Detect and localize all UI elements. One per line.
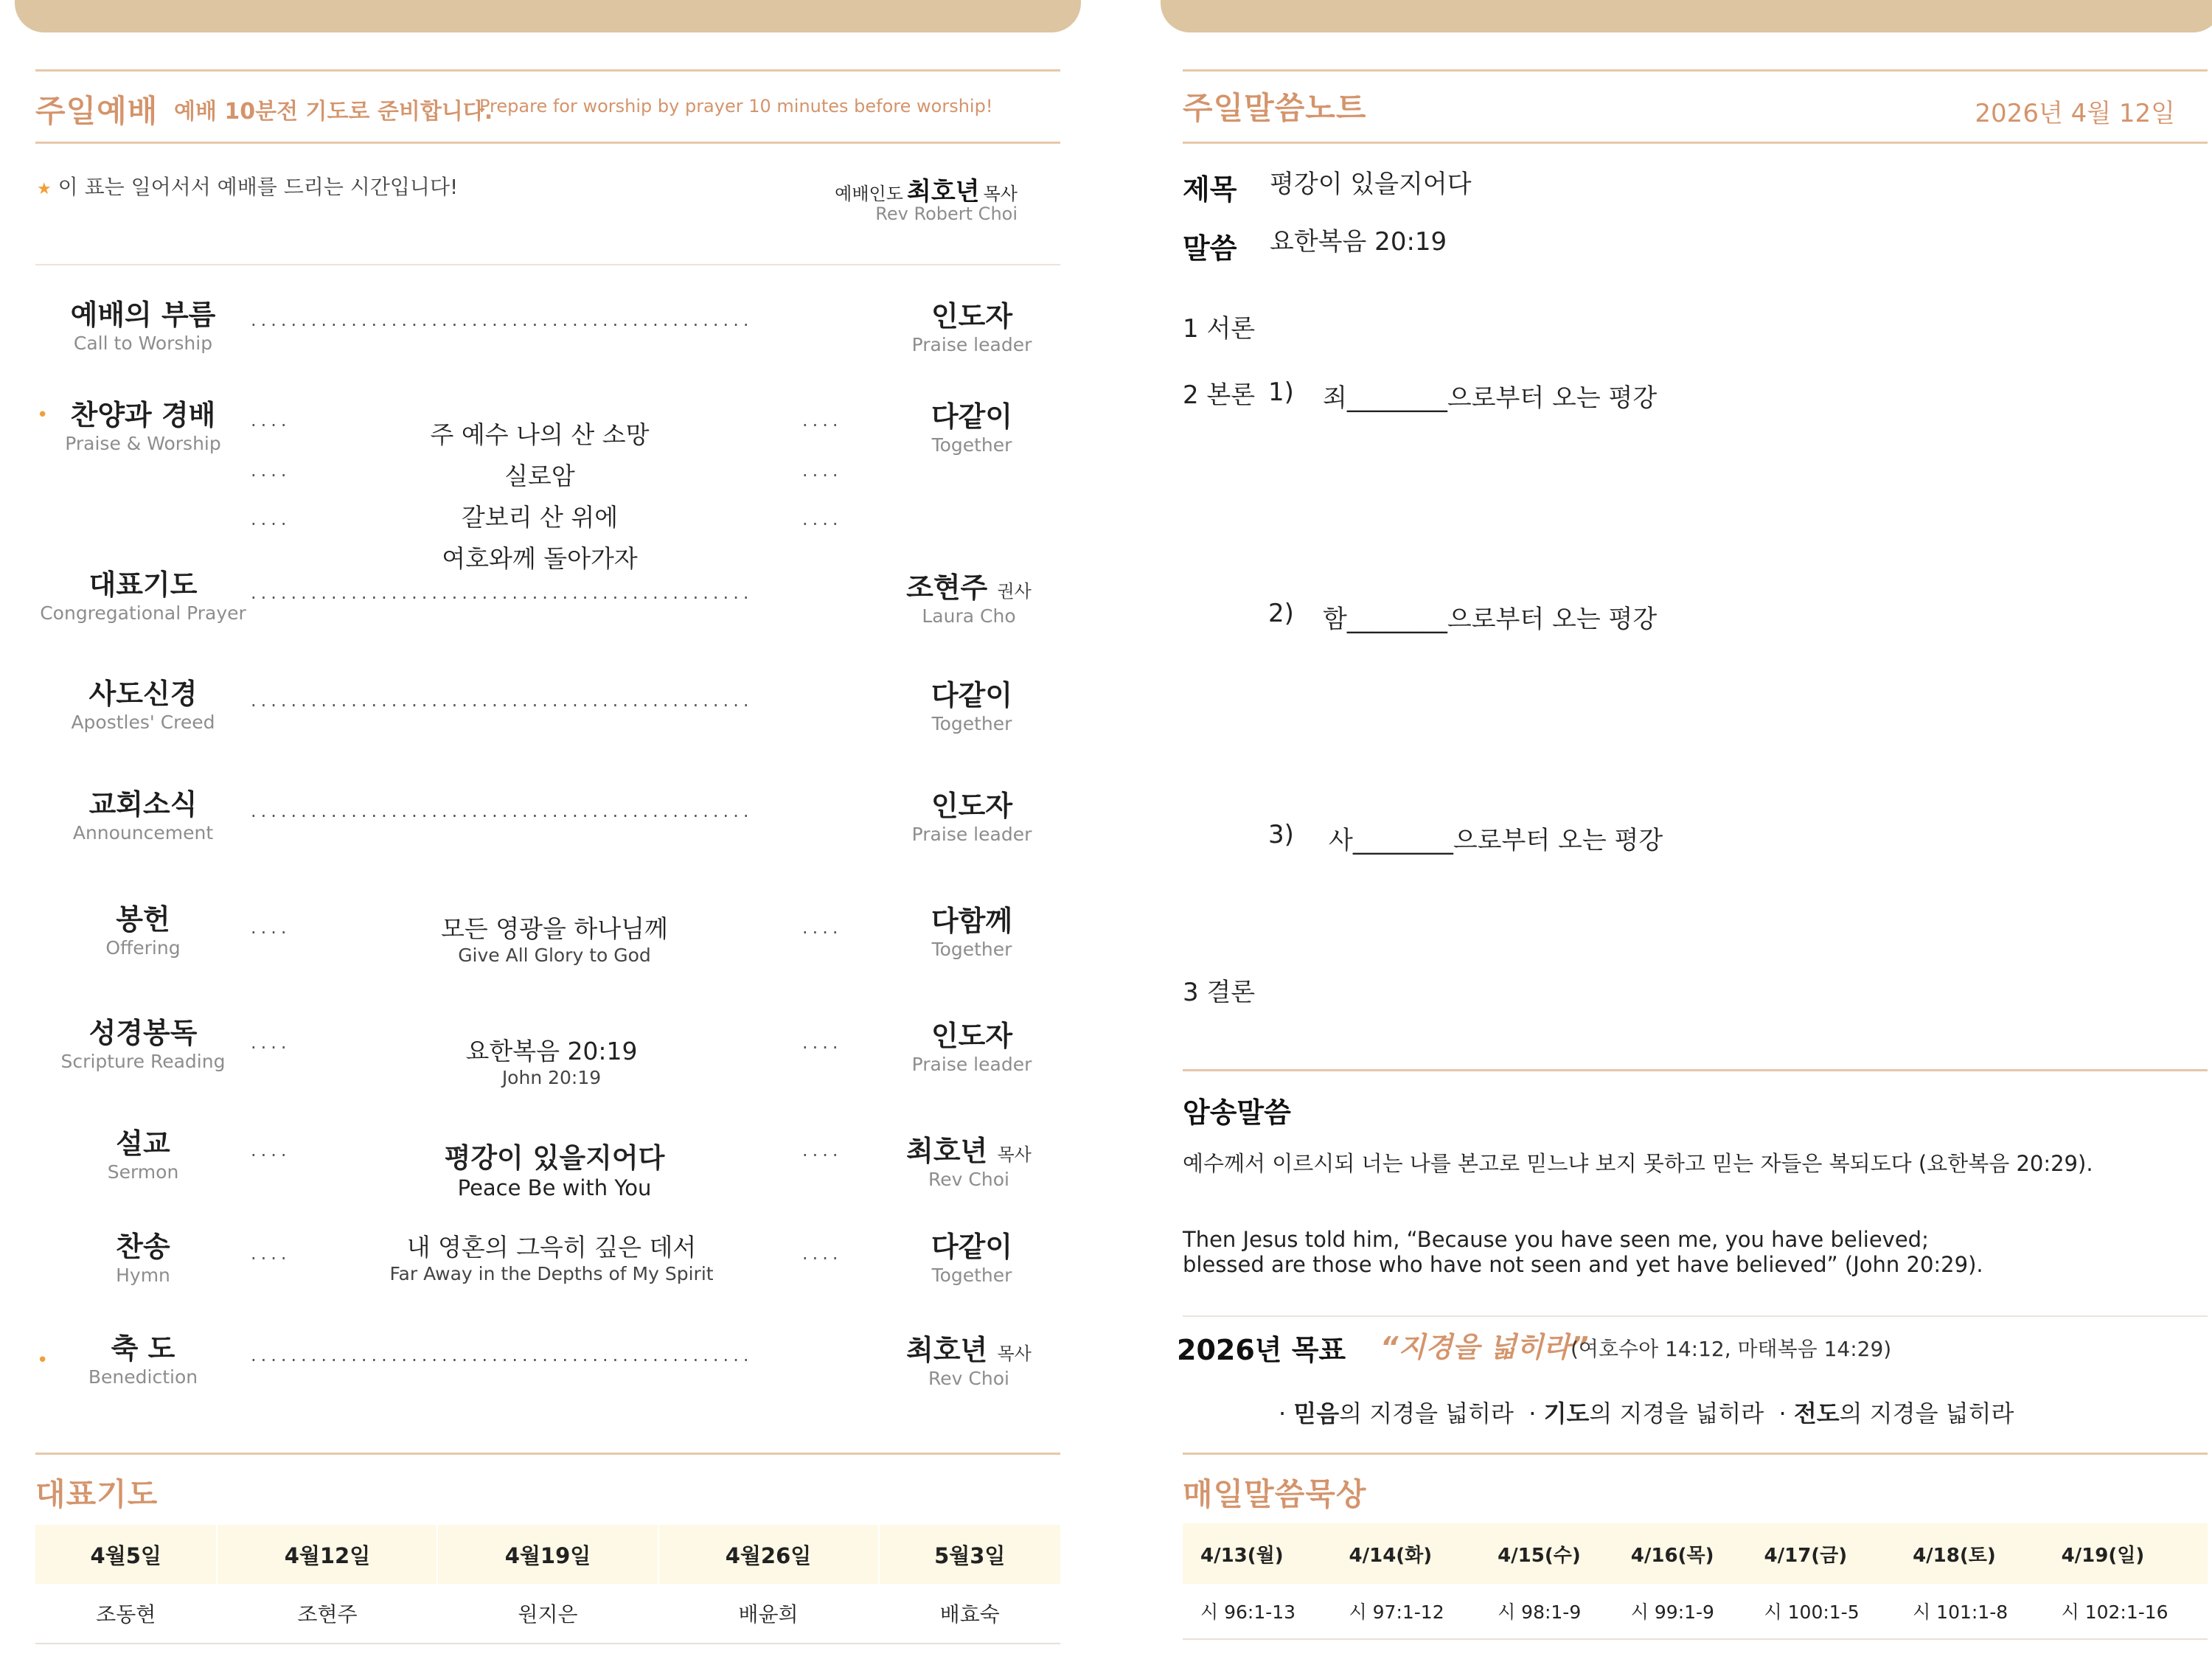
order-ko: 교회소식 — [88, 788, 198, 821]
order-leader — [883, 1013, 1060, 1075]
hymn-title — [271, 1228, 832, 1284]
goal-references: (여호수아 14:12, 마태복음 14:29) — [1571, 1337, 1892, 1361]
order-ko: 봉헌 — [116, 903, 170, 936]
daily-table — [1183, 1523, 2208, 1640]
subject-label: 제목 — [1183, 173, 1237, 206]
daily-reading: 시 102:1-16 — [2044, 1584, 2208, 1639]
memory-title: 암송말씀 — [1183, 1096, 1291, 1129]
dot-leader: .... — [251, 1243, 291, 1264]
daily-day: 4/15(수) — [1480, 1523, 1613, 1584]
dot-leader: .................................................. — [251, 690, 754, 711]
order-en: Call to Worship — [73, 333, 213, 354]
divider — [1183, 1069, 2208, 1071]
dot-leader: .................................................. — [251, 310, 754, 330]
memory-verse-en-2: blessed are those who have not seen and yet have believed” (John 20:29). — [1183, 1252, 1983, 1277]
star-icon: ★ — [37, 180, 52, 198]
order-ko: 설교 — [116, 1127, 170, 1160]
order-scripture-reading — [32, 1010, 254, 1072]
order-ko: 찬송 — [116, 1231, 170, 1263]
scripture-reference — [271, 1032, 832, 1088]
daily-reading: 시 100:1-5 — [1747, 1584, 1896, 1639]
leader-en: Rev Choi — [928, 1368, 1009, 1389]
leader-ko: 최호년 — [906, 1334, 988, 1366]
goal-item: · 전도의 지경을 넓히라 — [1778, 1399, 2014, 1427]
order-leader — [873, 1128, 1065, 1190]
prayer-name: 조현주 — [217, 1584, 437, 1644]
divider — [35, 69, 1060, 72]
left-top-tab — [15, 0, 1081, 32]
subtitle-ko: 예배 10분전 기도로 준비합니다. — [174, 99, 493, 125]
goal-item-rest: 의 지경을 넓히라 — [1339, 1399, 1514, 1427]
goal-motto: “지경을 넓히라” — [1380, 1331, 1589, 1363]
divider — [1183, 1315, 2208, 1317]
order-sermon — [32, 1121, 254, 1183]
prayer-date: 4월5일 — [35, 1525, 217, 1584]
order-ko: 대표기도 — [88, 568, 198, 601]
divider — [1183, 142, 2208, 144]
order-leader — [873, 565, 1065, 627]
order-en: Sermon — [107, 1161, 179, 1183]
order-praise-worship — [32, 392, 254, 454]
subtitle-en: Prepare for worship by prayer 10 minutes before worship! — [479, 96, 993, 116]
notes-title: 주일말씀노트 — [1183, 90, 1367, 126]
order-en: Praise & Worship — [65, 433, 221, 454]
order-leader — [883, 783, 1060, 845]
standing-marker: • — [37, 1349, 49, 1371]
prayer-name: 배효숙 — [879, 1584, 1060, 1644]
daily-reading: 시 96:1-13 — [1183, 1584, 1332, 1639]
dot-leader: .... — [251, 917, 291, 938]
leader-ko: 다같이 — [931, 400, 1013, 433]
order-en: Announcement — [72, 822, 214, 844]
point-number: 1) — [1268, 378, 1294, 407]
sermon-title — [274, 1135, 835, 1200]
order-leader — [883, 672, 1060, 734]
leader-en: Praise leader — [911, 334, 1032, 355]
standing-note — [37, 171, 458, 201]
dot-leader: .... — [251, 410, 291, 431]
goal-title: 2026년 목표 — [1177, 1334, 1346, 1366]
prayer-date: 4월19일 — [437, 1525, 658, 1584]
prayer-date: 5월3일 — [879, 1525, 1060, 1584]
song-item: 실로암 — [504, 462, 575, 490]
body-heading: 2 본론 — [1183, 380, 1256, 410]
order-en: Hymn — [116, 1265, 170, 1286]
leader-ko: 인도자 — [931, 300, 1013, 333]
dot-leader: .... — [802, 410, 843, 431]
order-ko: 축 도 — [111, 1332, 175, 1365]
scripture-text: 요한복음 20:19 — [1270, 227, 1447, 257]
daily-day: 4/19(일) — [2044, 1523, 2208, 1584]
mid-ko: 평강이 있을지어다 — [444, 1142, 665, 1174]
leader-ko: 다같이 — [931, 679, 1013, 712]
leader-ko: 인도자 — [931, 1020, 1013, 1052]
dot-leader: .... — [802, 460, 843, 481]
daily-readings-row — [1183, 1584, 2208, 1639]
goal-item-strong: 기도 — [1543, 1399, 1590, 1427]
order-leader — [873, 1327, 1065, 1389]
dot-leader: .... — [802, 1032, 843, 1053]
goal-item: · 기도의 지경을 넓히라 — [1528, 1399, 1764, 1427]
daily-reading: 시 101:1-8 — [1895, 1584, 2044, 1639]
order-apostles-creed — [32, 671, 254, 733]
daily-day: 4/18(토) — [1895, 1523, 2044, 1584]
daily-days-row — [1183, 1523, 2208, 1584]
daily-day: 4/14(화) — [1332, 1523, 1481, 1584]
leader-en: Together — [931, 713, 1012, 734]
order-en: Benediction — [88, 1366, 198, 1388]
intro-heading: 1 서론 — [1183, 314, 1256, 344]
leader-ko: 다같이 — [931, 1231, 1013, 1263]
order-call-to-worship — [32, 292, 254, 354]
leader-ko: 조현주 — [906, 571, 988, 604]
daily-reading: 시 97:1-12 — [1332, 1584, 1481, 1639]
order-en: Apostles' Creed — [71, 712, 215, 733]
right-top-tab — [1161, 0, 2212, 32]
mid-en: John 20:19 — [501, 1067, 602, 1088]
prayer-name: 원지은 — [437, 1584, 658, 1644]
song-item: 여호와께 돌아가자 — [442, 544, 638, 573]
divider — [35, 264, 1060, 265]
order-leader — [883, 1224, 1060, 1286]
daily-day: 4/16(목) — [1613, 1523, 1747, 1584]
order-en: Scripture Reading — [60, 1051, 226, 1072]
leader-en: Praise leader — [911, 824, 1032, 845]
order-en: Congregational Prayer — [40, 602, 246, 624]
divider — [35, 142, 1060, 144]
worship-leader — [782, 171, 1018, 207]
mid-ko: 요한복음 20:19 — [465, 1037, 638, 1065]
leader-en: Together — [931, 939, 1012, 960]
offering-hymn — [274, 910, 835, 966]
mid-ko: 모든 영광을 하나님께 — [441, 914, 668, 943]
order-en: Offering — [105, 937, 181, 959]
order-ko: 예배의 부름 — [70, 299, 216, 331]
leader-en: Praise leader — [911, 1054, 1032, 1075]
dot-leader: .... — [251, 1140, 291, 1161]
leader-label: 예배인도 — [835, 184, 903, 204]
daily-title: 매일말씀묵상 — [1183, 1476, 1367, 1512]
divider — [1183, 69, 2208, 72]
conclusion-heading: 3 결론 — [1183, 978, 1256, 1007]
subject-text: 평강이 있을지어다 — [1270, 170, 1472, 199]
point-number: 2) — [1268, 599, 1294, 628]
goal-item-strong: 전도 — [1793, 1399, 1840, 1427]
dot-leader: .................................................. — [251, 582, 754, 603]
order-ko: 찬양과 경배 — [70, 399, 216, 431]
dot-leader: .... — [802, 917, 843, 938]
daily-day: 4/13(월) — [1183, 1523, 1332, 1584]
divider — [1183, 1453, 2208, 1455]
leader-ko: 인도자 — [931, 790, 1013, 822]
leader-en: Rev Robert Choi — [875, 204, 1018, 224]
prayer-names-row — [35, 1584, 1060, 1644]
point-text: 사________으로부터 오는 평강 — [1329, 826, 1663, 855]
goal-item: · 믿음의 지경을 넓히라 — [1279, 1399, 1514, 1427]
order-hymn — [32, 1224, 254, 1286]
prayer-table — [35, 1525, 1060, 1644]
goal-item-rest: 의 지경을 넓히라 — [1839, 1399, 2014, 1427]
prayer-name: 배윤희 — [658, 1584, 879, 1644]
dot-leader: .................................................. — [251, 801, 754, 821]
order-offering — [32, 897, 254, 959]
point-number: 3) — [1268, 820, 1294, 849]
leader-en: Together — [931, 434, 1012, 456]
order-leader — [883, 293, 1060, 355]
leader-title: 목사 — [997, 1144, 1032, 1165]
prayer-title: 대표기도 — [35, 1476, 159, 1512]
goal-item-rest: 의 지경을 넓히라 — [1589, 1399, 1764, 1427]
leader-title: 목사 — [997, 1343, 1032, 1364]
scripture-label: 말씀 — [1183, 232, 1237, 265]
memory-verse-ko: 예수께서 이르시되 너는 나를 본고로 믿느냐 보지 못하고 믿는 자들은 복되도다 (요한복음 20:29). — [1183, 1151, 2093, 1176]
song-item: 주 예수 나의 산 소망 — [430, 420, 650, 449]
dot-leader: .... — [251, 509, 291, 529]
dot-leader: .... — [802, 1243, 843, 1264]
song-item: 갈보리 산 위에 — [461, 503, 619, 532]
memory-verse-en-1: Then Jesus told him, “Because you have seen me, you have believed; — [1183, 1227, 1929, 1252]
goal-item-strong: 믿음 — [1293, 1399, 1340, 1427]
mid-en: Peace Be with You — [457, 1175, 652, 1200]
leader-en: Rev Choi — [928, 1169, 1009, 1190]
prayer-date: 4월26일 — [658, 1525, 879, 1584]
daily-reading: 시 99:1-9 — [1613, 1584, 1747, 1639]
leader-title: 목사 — [983, 184, 1018, 204]
mid-en: Far Away in the Depths of My Spirit — [389, 1263, 714, 1284]
order-leader — [883, 394, 1060, 456]
prayer-name: 조동현 — [35, 1584, 217, 1644]
order-announcement — [32, 782, 254, 844]
order-congregational-prayer — [32, 562, 254, 624]
goal-items — [1279, 1395, 2014, 1429]
order-ko: 사도신경 — [88, 678, 198, 710]
point-text: 함________으로부터 오는 평강 — [1323, 605, 1658, 634]
order-ko: 성경봉독 — [88, 1017, 198, 1049]
leader-en: Laura Cho — [922, 605, 1016, 627]
standing-note-text: 이 표는 일어서서 예배를 드리는 시간입니다! — [58, 175, 459, 199]
dot-leader: .... — [802, 509, 843, 529]
leader-ko: 최호년 — [906, 1135, 988, 1167]
dot-leader: .... — [251, 460, 291, 481]
order-benediction — [32, 1326, 254, 1388]
leader-ko: 다함께 — [931, 905, 1013, 937]
daily-reading: 시 98:1-9 — [1480, 1584, 1613, 1639]
mid-ko: 내 영혼의 그윽히 깊은 데서 — [406, 1233, 697, 1262]
order-leader — [883, 898, 1060, 960]
daily-day: 4/17(금) — [1747, 1523, 1896, 1584]
dot-leader: .... — [802, 1140, 843, 1161]
notes-date: 2026년 4월 12일 — [1975, 99, 2175, 128]
dot-leader: .... — [251, 1032, 291, 1053]
page-title: 주일예배 — [35, 93, 159, 129]
leader-title: 권사 — [997, 581, 1032, 602]
point-text: 죄________으로부터 오는 평강 — [1323, 383, 1658, 413]
prayer-date: 4월12일 — [217, 1525, 437, 1584]
leader-name: 최호년 — [906, 177, 980, 206]
divider — [35, 1453, 1060, 1455]
standing-marker: • — [37, 404, 49, 426]
dot-leader: .................................................. — [251, 1345, 754, 1366]
prayer-dates-row — [35, 1525, 1060, 1584]
leader-en: Together — [931, 1265, 1012, 1286]
mid-en: Give All Glory to God — [458, 945, 651, 966]
